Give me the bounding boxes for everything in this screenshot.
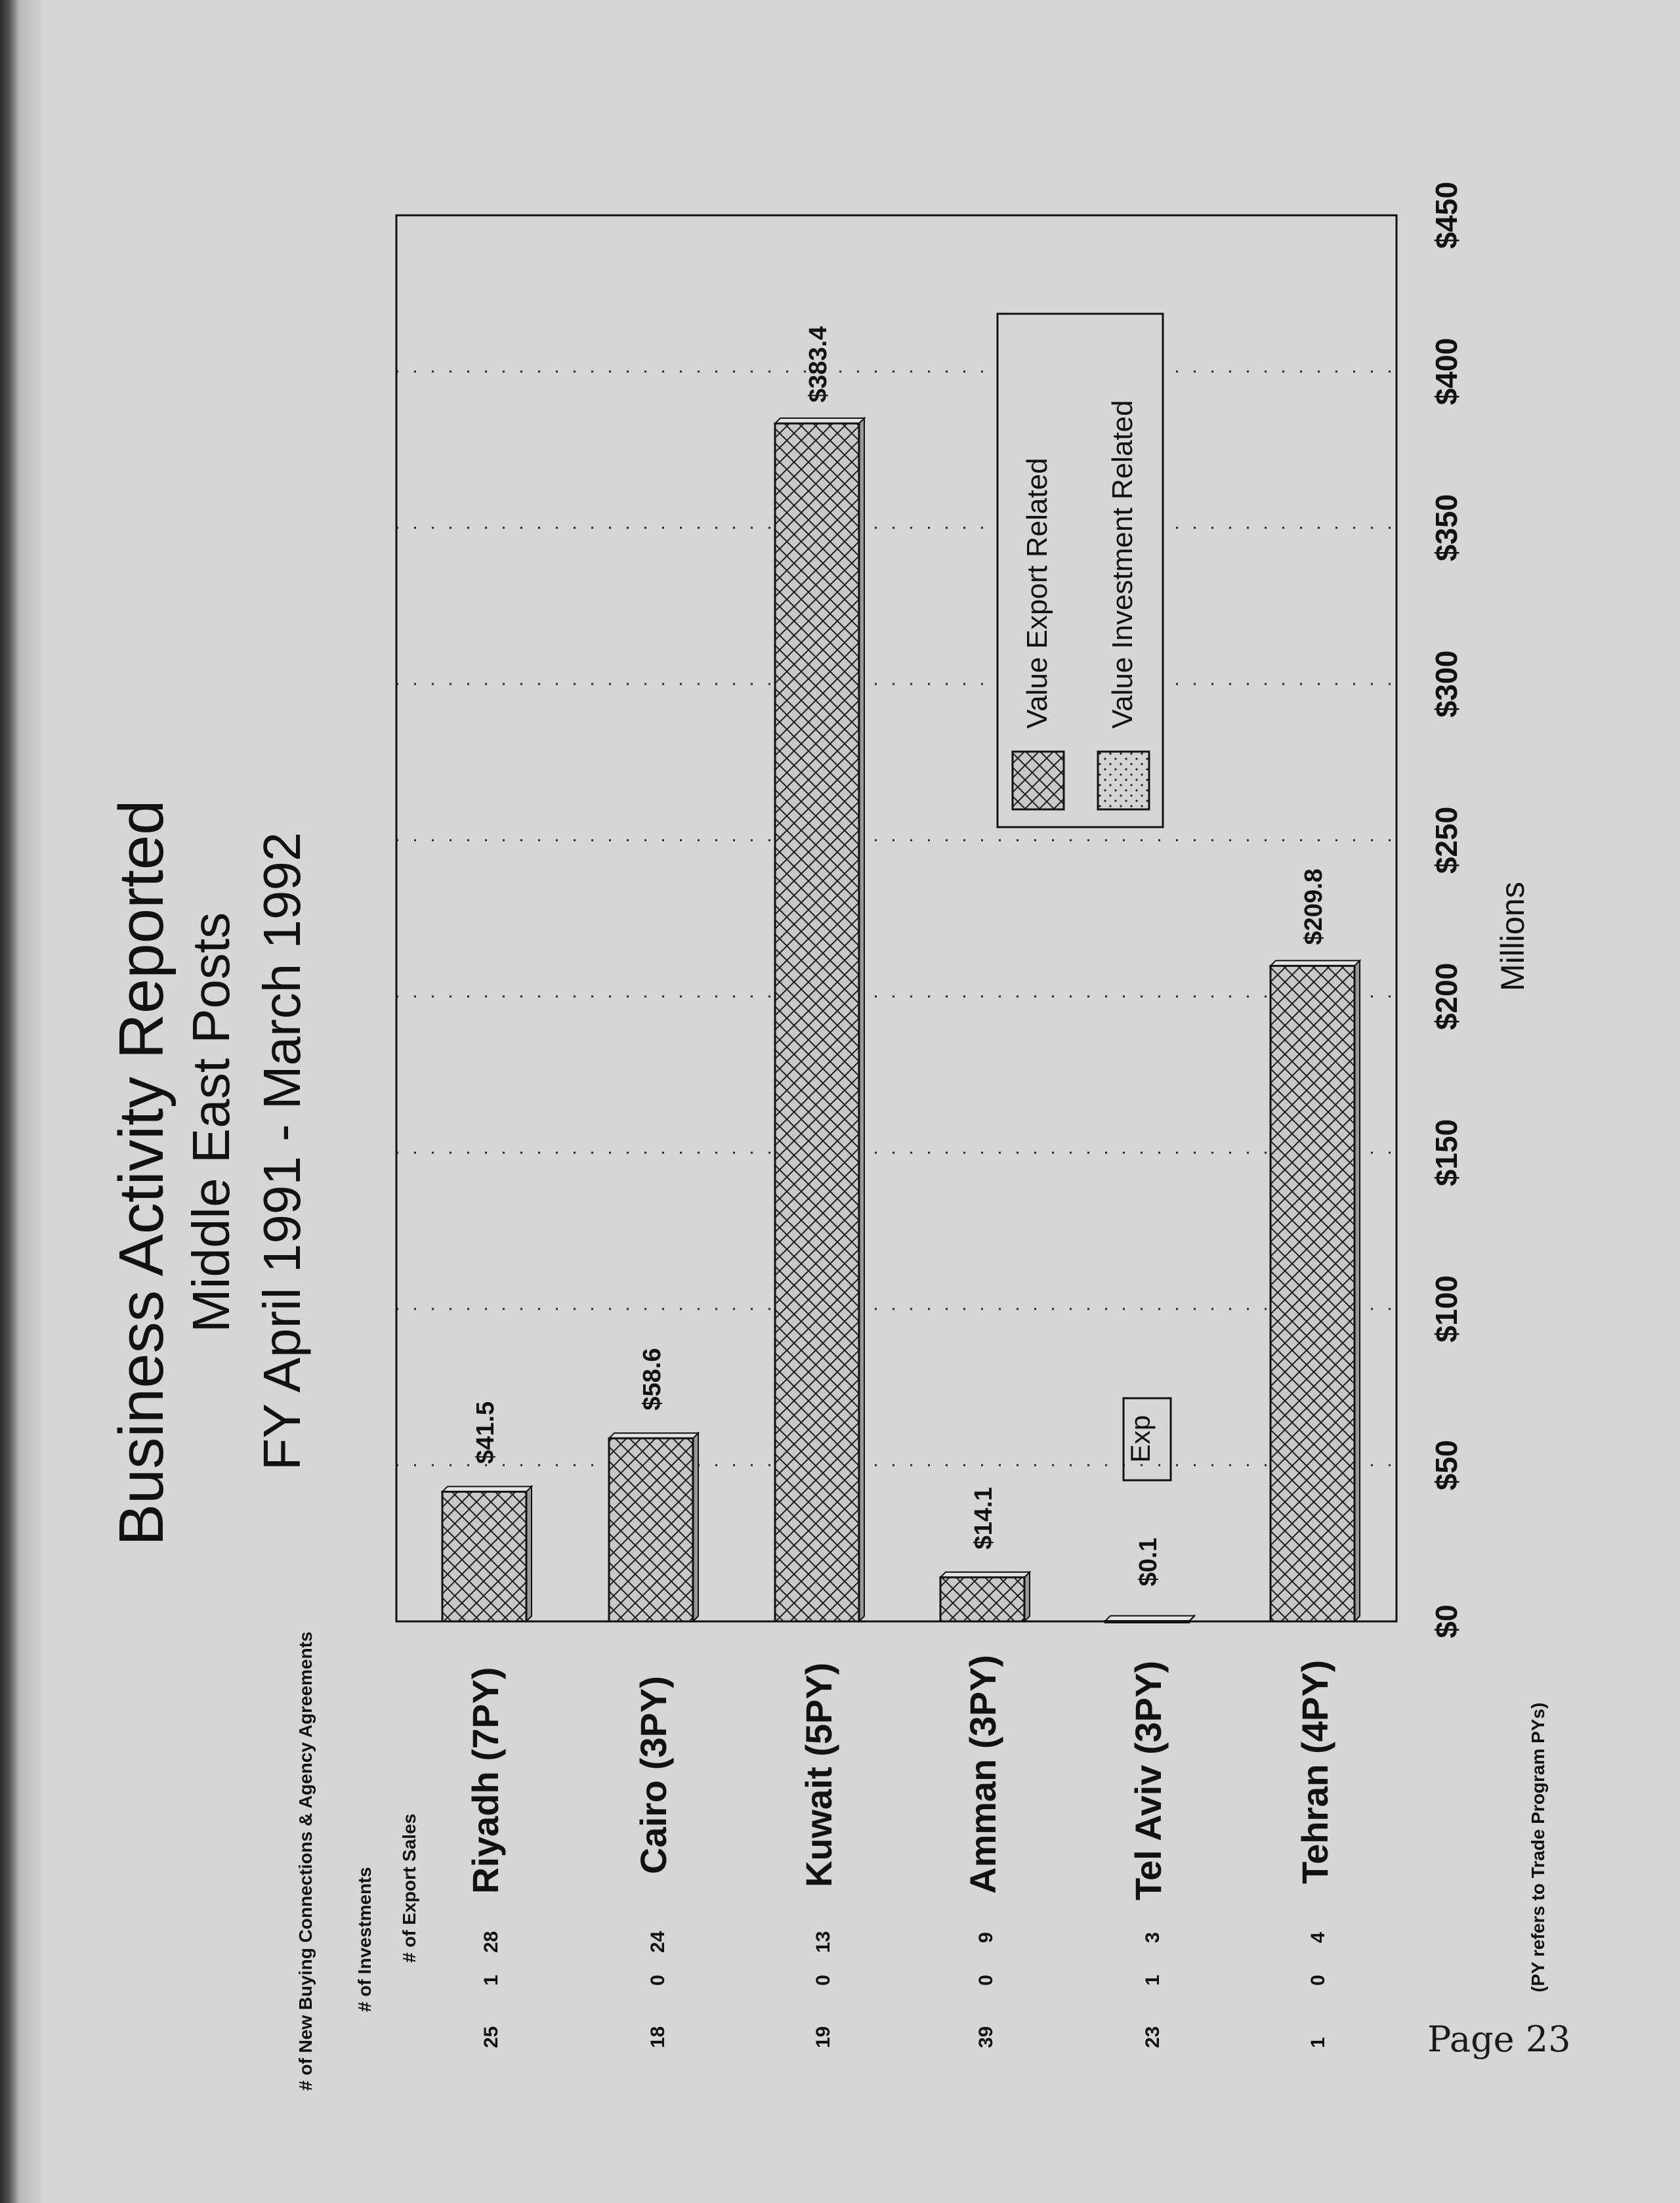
x-tick-label-200: $200 [1429, 962, 1463, 1031]
chart-title: Business Activity Reported [106, 800, 177, 1546]
x-tick-label-0: $0 [1429, 1604, 1463, 1638]
gridlines [396, 372, 1396, 1465]
bar-amman [940, 1577, 1024, 1621]
bar-tehran [1270, 966, 1354, 1621]
data-label-riyadh: $41.5 [472, 1401, 499, 1465]
tel-aviv-export-sales-count: 3 [1142, 1932, 1164, 1943]
data-labels [472, 326, 1328, 1587]
x-tick-label-150: $150 [1429, 1119, 1463, 1187]
x-tick-label-300: $300 [1429, 650, 1463, 718]
legend-swatch-export [1013, 752, 1064, 809]
riyadh-export-sales-count: 28 [480, 1931, 502, 1953]
tehran-connections-count: 1 [1307, 2037, 1329, 2048]
data-label-kuwait: $383.4 [805, 326, 832, 403]
category-label-tel-aviv: Tel Aviv (3PY) [1127, 1660, 1169, 1900]
category-label-riyadh: Riyadh (7PY) [465, 1667, 506, 1894]
cairo-export-sales-count: 24 [647, 1931, 669, 1953]
investments-column-header: # of Investments [354, 1867, 375, 2012]
riyadh-connections-count: 25 [480, 2026, 502, 2048]
x-tick-label-350: $350 [1429, 494, 1463, 562]
data-label-amman: $14.1 [970, 1487, 998, 1550]
amman-investments-count: 0 [975, 1975, 997, 1986]
bar-kuwait [775, 423, 859, 1621]
legend-swatch-investment [1098, 752, 1149, 809]
bars [442, 418, 1360, 1623]
chart-period: FY April 1991 - March 1992 [253, 832, 311, 1470]
x-tick-label-50: $50 [1429, 1440, 1463, 1491]
category-label-cairo: Cairo (3PY) [633, 1676, 674, 1874]
x-tick-label-400: $400 [1429, 337, 1463, 406]
plot-border [396, 215, 1396, 1621]
kuwait-investments-count: 0 [812, 1975, 834, 1986]
riyadh-investments-count: 1 [480, 1975, 502, 1986]
connections-column-header: # of New Buying Connections & Agency Agreements [295, 1631, 316, 2091]
bar-cairo [609, 1438, 693, 1621]
tel-aviv-investments-count: 1 [1142, 1975, 1164, 1986]
tel-aviv-connections-count: 23 [1142, 2026, 1164, 2048]
legend [998, 314, 1163, 827]
export-sales-column-header: # of Export Sales [399, 1813, 419, 1963]
tehran-investments-count: 0 [1307, 1975, 1329, 1986]
legend-label-export: Value Export Related [1021, 458, 1053, 729]
kuwait-connections-count: 19 [812, 2026, 834, 2048]
data-label-tehran: $209.8 [1300, 868, 1328, 945]
cairo-investments-count: 0 [647, 1975, 669, 1986]
category-label-amman: Amman (3PY) [962, 1654, 1003, 1894]
legend-label-investment: Value Investment Related [1106, 400, 1139, 729]
tick-labels [1429, 182, 1463, 1638]
bar-riyadh [442, 1491, 526, 1621]
cairo-connections-count: 18 [647, 2026, 669, 2048]
x-tick-label-250: $250 [1429, 806, 1463, 874]
bar-tel-aviv [1105, 1621, 1189, 1623]
x-tick-label-100: $100 [1429, 1275, 1463, 1343]
category-label-kuwait: Kuwait (5PY) [798, 1662, 839, 1887]
x-axis-label: Millions [1494, 882, 1531, 991]
amman-export-sales-count: 9 [975, 1932, 997, 1943]
x-tick-label-450: $450 [1429, 181, 1463, 249]
kuwait-export-sales-count: 13 [812, 1931, 834, 1953]
category-label-tehran: Tehran (4PY) [1294, 1659, 1335, 1884]
data-label-cairo: $58.6 [639, 1348, 666, 1411]
page-number: Page 23 [1427, 2019, 1571, 2060]
data-label-tel-aviv: $0.1 [1135, 1537, 1162, 1587]
annotation-exp: Exp [1125, 1415, 1156, 1463]
footnote: (PY refers to Trade Program PYs) [1528, 1702, 1548, 1992]
plot-area [396, 215, 1396, 1621]
chart-subtitle: Middle East Posts [182, 912, 240, 1333]
tehran-export-sales-count: 4 [1307, 1932, 1329, 1943]
amman-connections-count: 39 [975, 2026, 997, 2048]
